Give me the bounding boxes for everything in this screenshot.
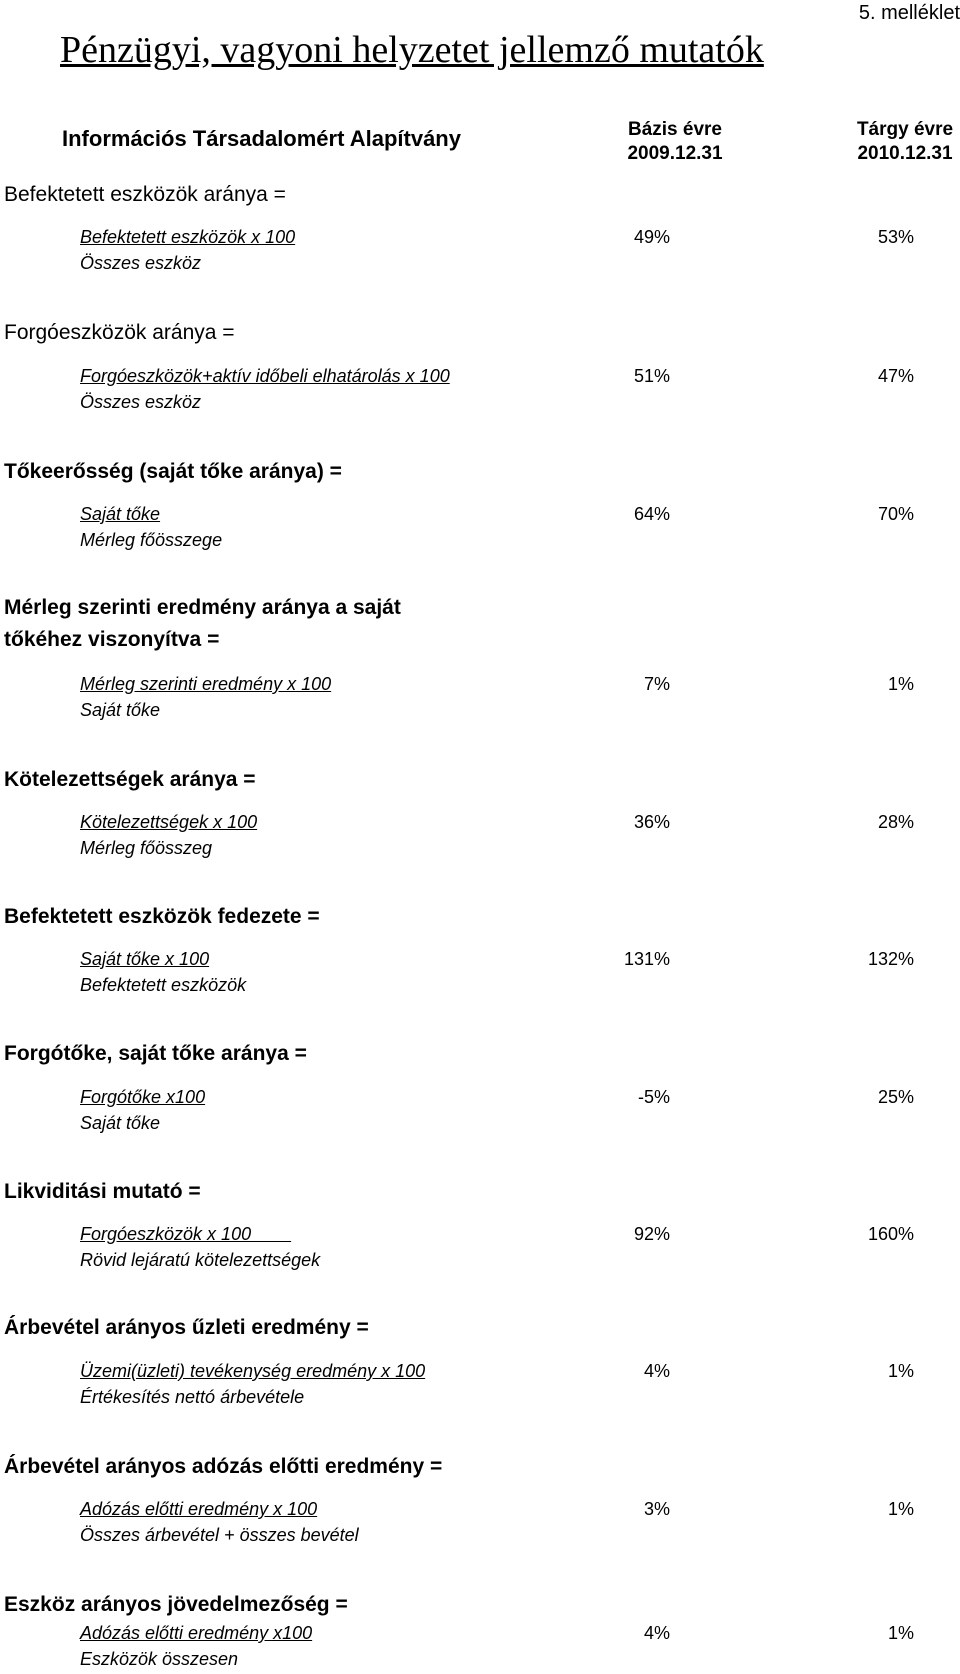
indicator-base-value: 4% (643, 1623, 670, 1643)
indicator-denominator: Értékesítés nettó árbevétele (80, 1387, 305, 1407)
base-year-date: 2009.12.31 (627, 143, 723, 164)
indicator-title: Árbevétel arányos űzleti eredmény = (4, 1316, 369, 1339)
indicator-base-value: 51% (633, 366, 670, 386)
organization-name: Információs Társadalomért Alapítvány (62, 126, 461, 151)
indicator-base-value: 4% (643, 1361, 670, 1381)
target-year-label: Tárgy évre (856, 119, 954, 140)
indicator-title: Forgótőke, saját tőke aránya = (4, 1042, 307, 1065)
indicator-numerator: Forgóeszközök x 100 (80, 1224, 292, 1244)
indicator-denominator: Saját tőke (80, 700, 161, 720)
page-title: Pénzügyi, vagyoni helyzetet jellemző mutatók (60, 29, 764, 71)
indicator-title: Mérleg szerinti eredmény aránya a saját (4, 596, 401, 619)
indicator-target-value: 28% (877, 812, 914, 832)
indicator-numerator: Forgóeszközök+aktív időbeli elhatárolás x 100 (80, 366, 450, 386)
indicator-denominator: Mérleg főösszege (80, 530, 223, 550)
indicator-base-value: 131% (623, 949, 670, 969)
indicator-base-value: 49% (633, 227, 670, 247)
indicator-denominator: Befektetett eszközök (80, 975, 247, 995)
indicator-target-value: 1% (887, 1361, 914, 1381)
indicator-numerator: Befektetett eszközök x 100 (80, 227, 296, 247)
indicator-denominator: Összes eszköz (80, 253, 202, 273)
annex-label: 5. melléklet (858, 2, 960, 24)
indicator-target-value: 53% (877, 227, 914, 247)
indicator-title: Likviditási mutató = (4, 1180, 201, 1203)
indicator-title: Befektetett eszközök fedezete = (4, 905, 320, 928)
indicator-title: Eszköz arányos jövedelmezőség = (4, 1593, 348, 1616)
indicator-target-value: 1% (887, 1499, 914, 1519)
indicator-numerator: Forgótőke x100 (80, 1087, 206, 1107)
indicator-target-value: 47% (877, 366, 914, 386)
indicator-denominator: Eszközök összesen (80, 1649, 239, 1669)
target-year-date: 2010.12.31 (857, 143, 953, 164)
indicator-numerator: Üzemi(üzleti) tevékenység eredmény x 100 (80, 1361, 426, 1381)
indicator-denominator: Összes árbevétel + összes bevétel (80, 1525, 359, 1545)
indicator-target-value: 1% (887, 1623, 914, 1643)
indicator-numerator: Kötelezettségek x 100 (80, 812, 258, 832)
indicator-base-value: 7% (643, 674, 670, 694)
indicator-title: Kötelezettségek aránya = (4, 768, 256, 791)
indicator-base-value: 3% (643, 1499, 670, 1519)
indicator-title: Tőkeerősség (saját tőke aránya) = (4, 460, 342, 483)
indicator-denominator: Összes eszköz (80, 392, 202, 412)
indicator-denominator: Rövid lejáratú kötelezettségek (80, 1250, 321, 1270)
indicator-numerator: Adózás előtti eredmény x 100 (80, 1499, 318, 1519)
indicator-target-value: 70% (877, 504, 914, 524)
target-year-header (825, 118, 960, 166)
indicator-numerator: Adózás előtti eredmény x100 (80, 1623, 313, 1643)
indicator-base-value: 64% (633, 504, 670, 524)
indicator-base-value: 36% (633, 812, 670, 832)
indicator-numerator: Saját tőke (80, 504, 161, 524)
indicator-numerator: Mérleg szerinti eredmény x 100 (80, 674, 332, 694)
indicator-title-continued: tőkéhez viszonyítva = (4, 628, 220, 651)
indicator-title: Befektetett eszközök aránya = (4, 183, 286, 206)
indicator-target-value: 132% (867, 949, 914, 969)
indicator-title: Forgóeszközök aránya = (4, 321, 235, 344)
indicator-title: Árbevétel arányos adózás előtti eredmény = (4, 1455, 443, 1478)
indicator-numerator: Saját tőke x 100 (80, 949, 210, 969)
indicator-denominator: Saját tőke (80, 1113, 161, 1133)
indicator-target-value: 160% (867, 1224, 914, 1244)
indicator-base-value: -5% (637, 1087, 670, 1107)
indicator-target-value: 1% (887, 674, 914, 694)
indicator-denominator: Mérleg főösszeg (80, 838, 213, 858)
base-year-header (595, 118, 755, 166)
base-year-label: Bázis évre (627, 119, 722, 140)
indicator-target-value: 25% (877, 1087, 914, 1107)
indicator-base-value: 92% (633, 1224, 670, 1244)
